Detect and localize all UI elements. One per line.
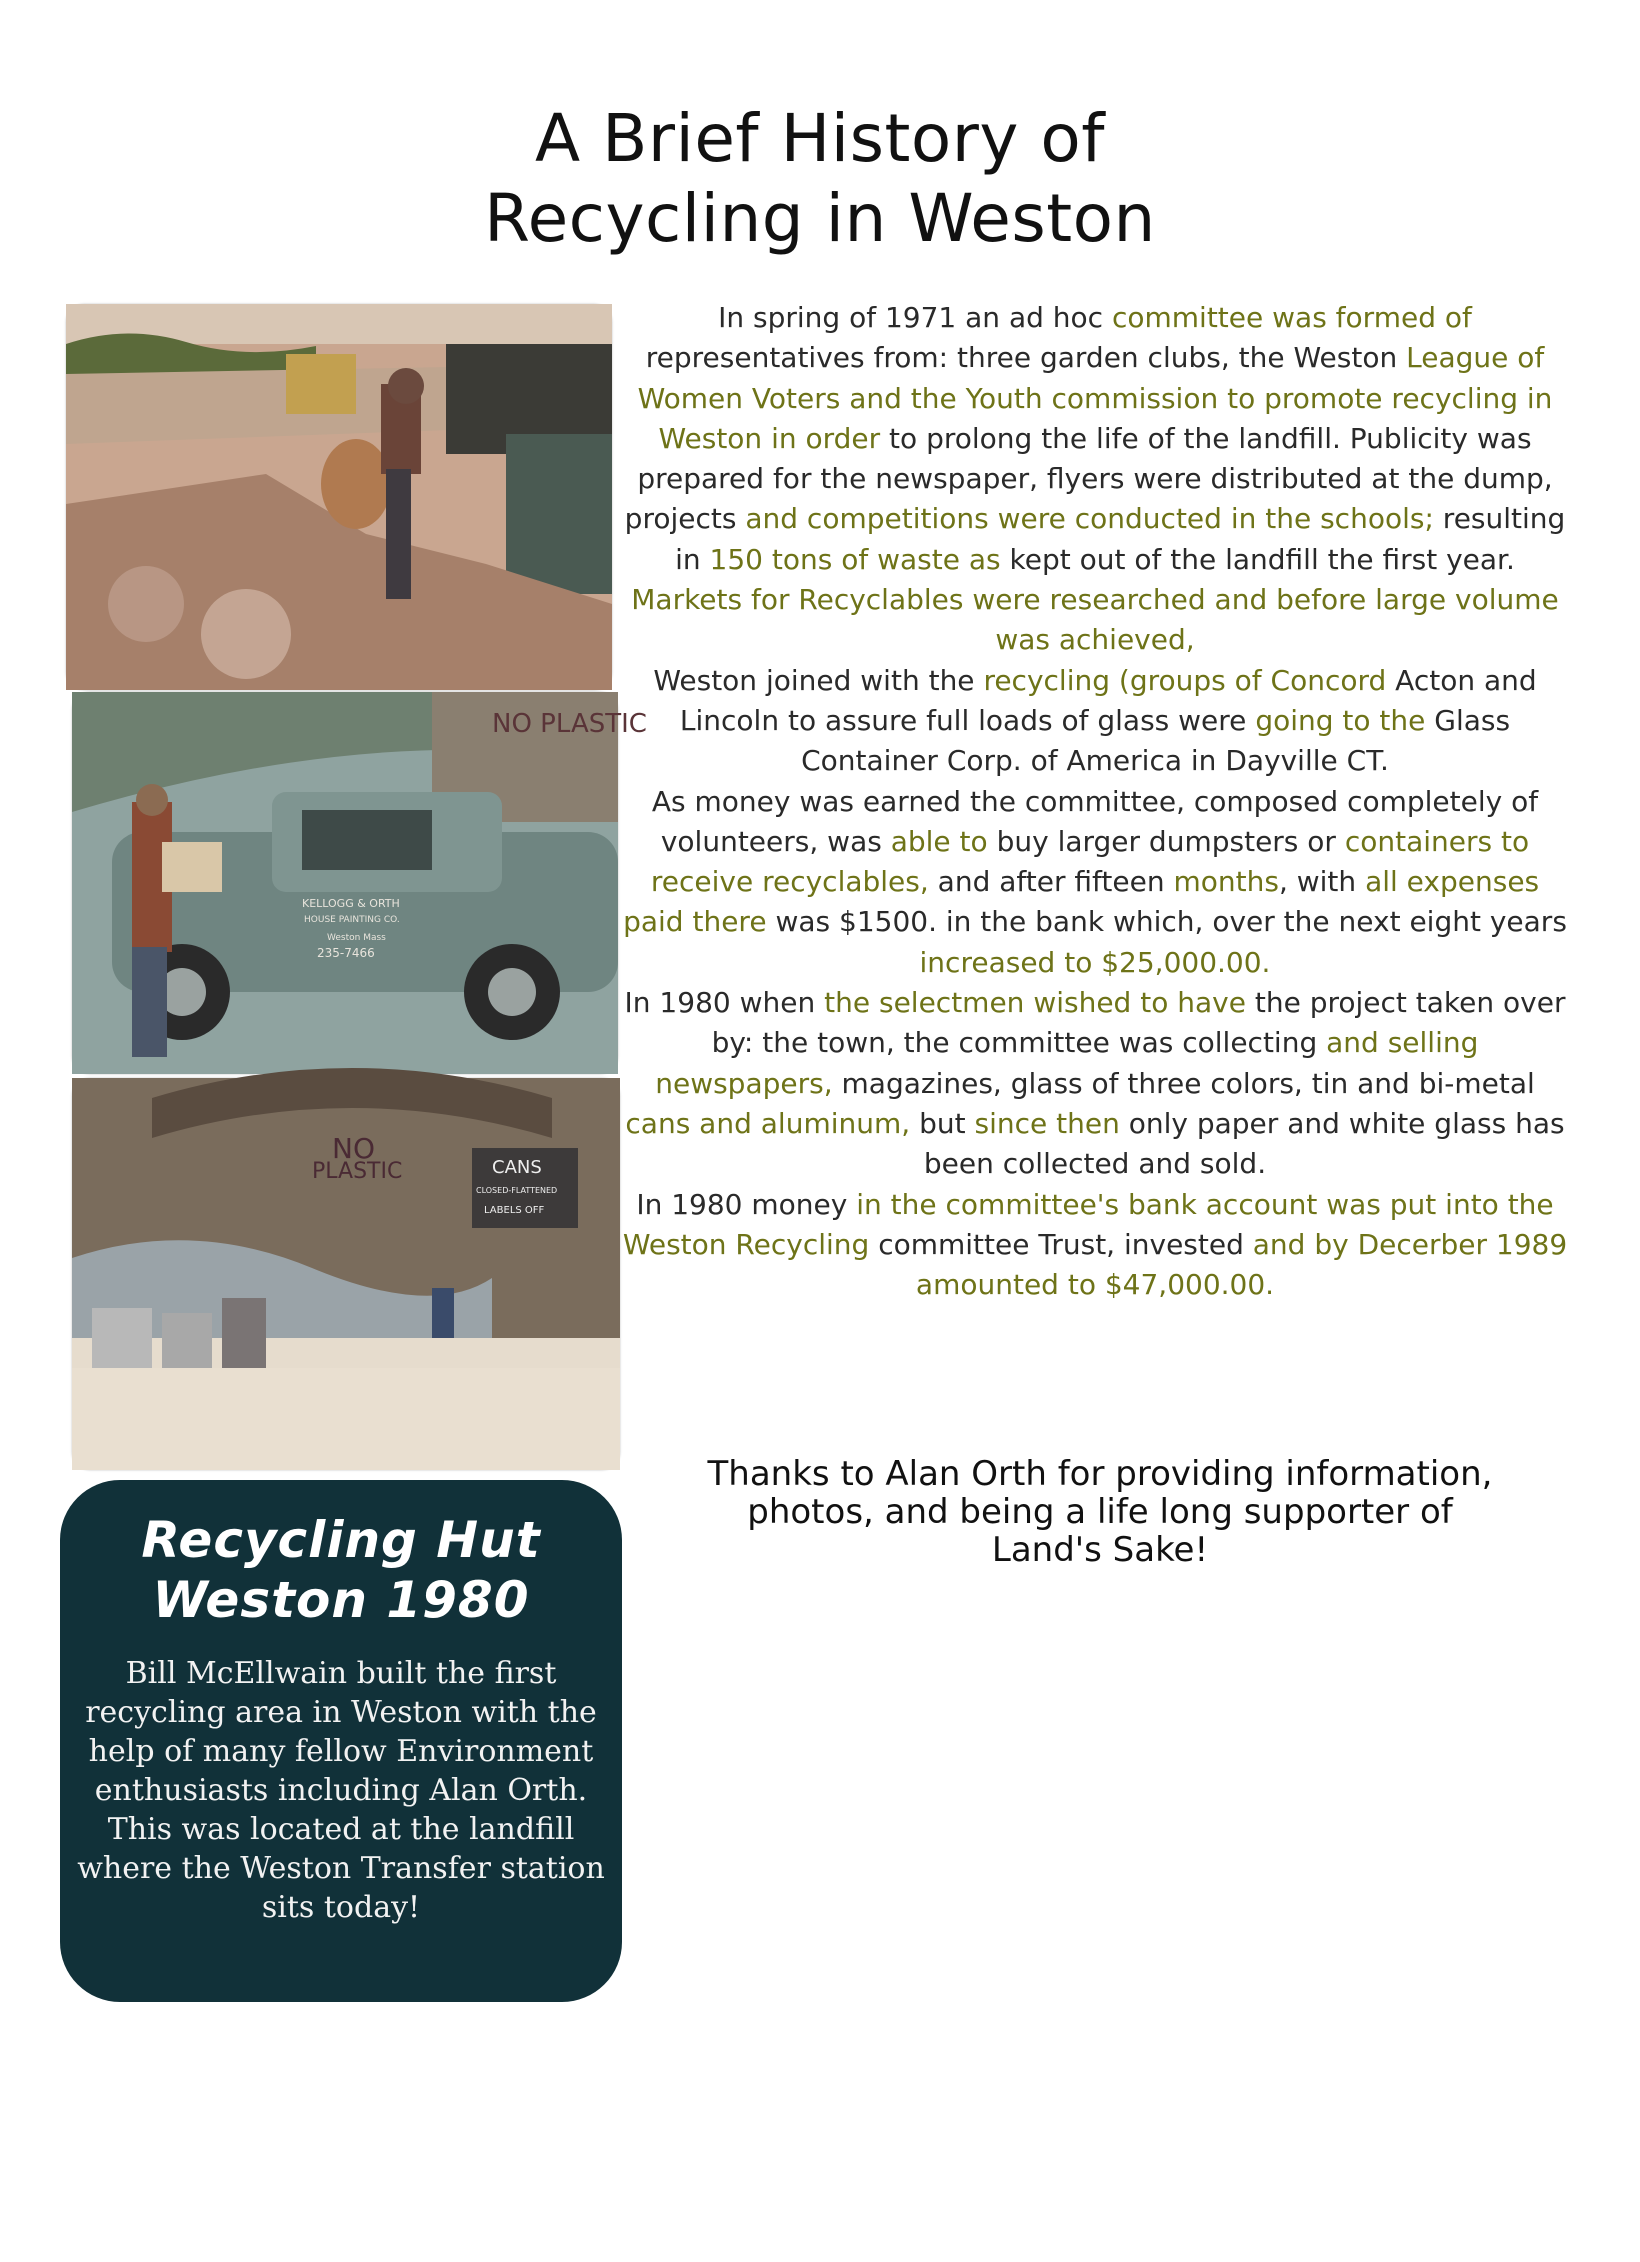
history-text-segment: As money was earned the committee, composed completely of volunteers, was (651, 784, 1539, 858)
history-text-segment: Glass Container Corp. of America in Dayville CT. (801, 703, 1511, 778)
history-text-segment: Markets for Recyclables were researched and before large volume was achieved, (631, 583, 1559, 657)
truck-photo-sign-text: NO PLASTIC (492, 709, 647, 739)
thanks-line-3: Land's Sake! (991, 1530, 1209, 1570)
history-text-segment: magazines, glass of three colors, tin and bi-metal (832, 1066, 1535, 1100)
history-text-segment: all expenses paid there (623, 865, 1540, 939)
history-paragraph (620, 298, 1570, 661)
cans-sign-1: CANS (492, 1157, 542, 1178)
history-text-segment: increased to $25,000.00. (919, 945, 1271, 979)
history-text-segment: containers to receive recyclables, (650, 824, 1530, 899)
hut-sign-no: NO (332, 1132, 375, 1165)
history-paragraph (620, 782, 1570, 983)
hut-photo (72, 1078, 620, 1470)
history-paragraph (620, 983, 1570, 1184)
thanks-line-1: Thanks to Alan Orth for providing information, (707, 1454, 1493, 1494)
truck-text-1: KELLOGG & ORTH (302, 897, 400, 910)
recycling-hut-card (60, 1480, 622, 2002)
history-text-segment: was $1500. in the bank which, over the next eight years (766, 905, 1567, 939)
history-text-segment: , with (1278, 865, 1366, 899)
history-text-segment: since then (974, 1106, 1120, 1140)
history-text-segment: only paper and white glass has been collected and sold. (923, 1106, 1565, 1181)
title-line-2: Recycling in Weston (484, 180, 1156, 258)
truck-photo (72, 692, 647, 1074)
history-text-segment: and competitions were conducted in the schools; (745, 502, 1434, 536)
title-line-1: A Brief History of (534, 100, 1106, 178)
history-text-segment: resulting in (675, 502, 1566, 576)
history-text-segment: going to the (1255, 703, 1426, 737)
hut-sign-plastic: PLASTIC (312, 1159, 403, 1184)
history-text-segment: In spring of 1971 an ad hoc (718, 301, 1112, 334)
photo-column (60, 300, 647, 1480)
history-text-segment: months (1173, 865, 1279, 899)
history-text-segment: cans and aluminum, (625, 1106, 911, 1140)
history-paragraph (620, 1185, 1570, 1306)
history-text-segment: committee Trust, invested (869, 1227, 1253, 1261)
page-title (0, 99, 1640, 259)
history-text-segment: buy larger dumpsters or (987, 824, 1345, 858)
history-text-segment: kept out of the landfill the first year. (1000, 542, 1515, 576)
hut-card-text: Bill McEllwain built the first recycling area in Weston with the help of many fellow Environment enthusiasts including Alan Orth. This was located at the landfill where the Weston Transfer station sits today! (77, 1656, 605, 1925)
hut-title-line-1: Recycling Hut (141, 1511, 541, 1569)
history-text (620, 298, 1570, 1305)
landfill-photo (66, 304, 612, 690)
cans-sign-3: LABELS OFF (484, 1205, 545, 1216)
history-text-segment: Acton and Lincoln to assure full loads of glass were (679, 663, 1537, 737)
history-text-segment: to prolong the life of the landfill. Publicity was prepared for the newspaper, flyers were distributed at the dump, projects (624, 421, 1553, 536)
truck-text-2: HOUSE PAINTING CO. (304, 915, 400, 925)
truck-text-4: 235-7466 (317, 946, 375, 960)
history-text-segment: Weston joined with the (653, 663, 984, 697)
history-text-segment: the project taken over by: the town, the committee was collecting (711, 986, 1566, 1060)
thanks-line-2: photos, and being a life long supporter of (747, 1492, 1453, 1532)
history-text-segment: and after fifteen (928, 865, 1174, 899)
history-paragraph (620, 661, 1570, 782)
history-text-segment: 150 tons of waste as (709, 542, 1001, 576)
history-text-segment: In 1980 money (636, 1187, 857, 1221)
cans-sign-2: CLOSED-FLATTENED (476, 1186, 558, 1195)
history-text-segment: and by Decerber 1989 amounted to $47,000.00. (915, 1227, 1568, 1302)
truck-text-3: Weston Mass (327, 933, 386, 943)
history-text-segment: League of Women Voters and the Youth commission to promote recycling in Weston in order (637, 341, 1553, 455)
thanks-note (660, 1455, 1540, 1569)
history-text-segment: the selectmen wished to have (824, 986, 1246, 1020)
history-text-segment: but (910, 1106, 975, 1140)
history-text-segment: recycling (groups of Concord (983, 663, 1387, 697)
history-text-segment: in the committee's bank account was put into the Weston Recycling (622, 1187, 1554, 1261)
history-text-segment: able to (890, 824, 988, 858)
history-text-segment: and selling newspapers, (655, 1026, 1479, 1100)
history-text-segment: committee was formed of (1111, 301, 1472, 334)
history-text-segment: representatives from: three garden clubs, the Weston (645, 341, 1407, 375)
history-text-segment: In 1980 when (624, 986, 825, 1020)
hut-card-title (60, 1510, 622, 1630)
hut-title-line-2: Weston 1980 (152, 1571, 530, 1629)
